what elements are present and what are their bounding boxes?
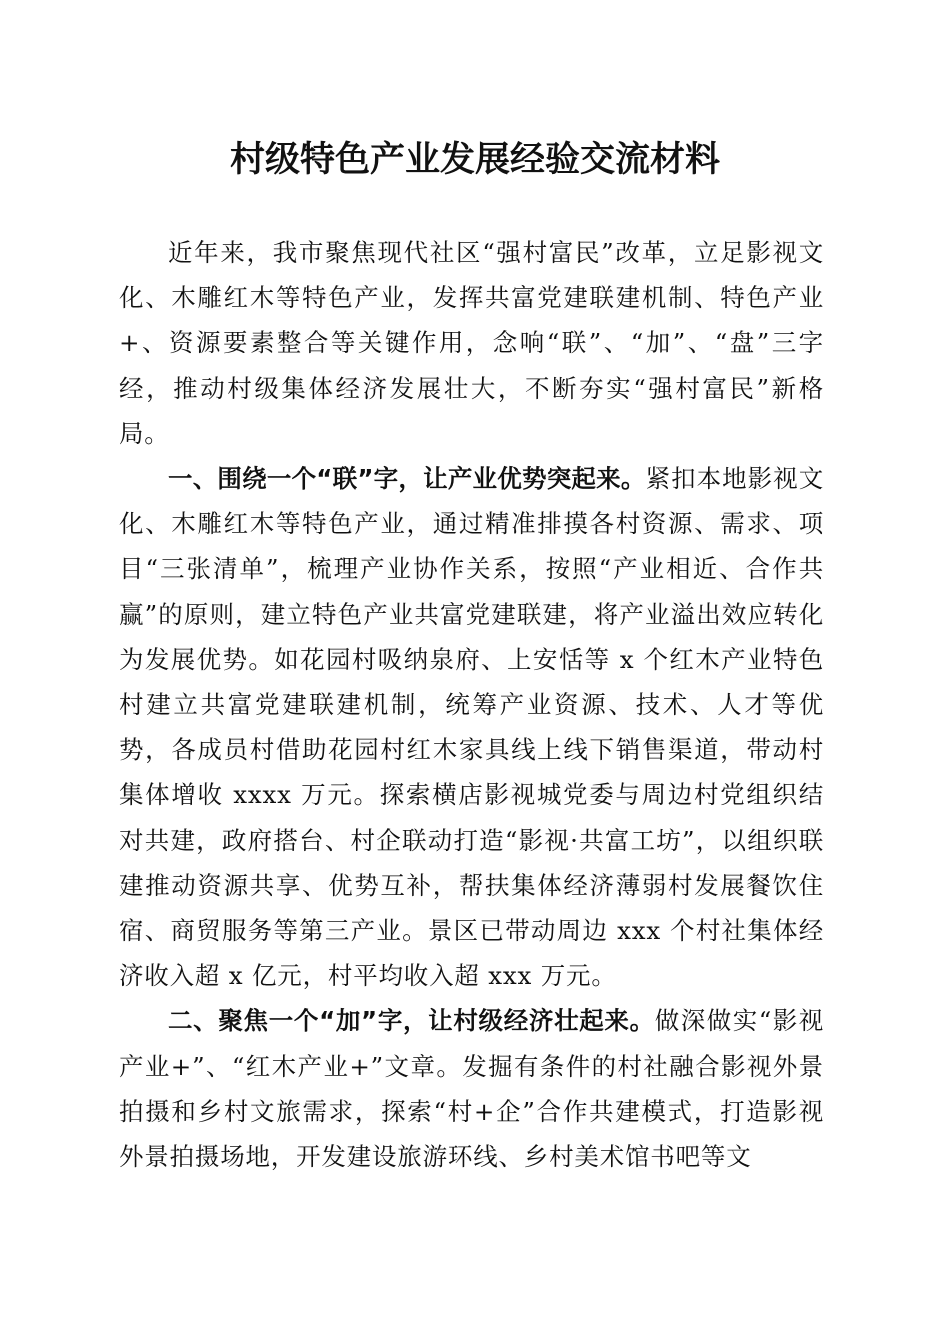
document-title: 村级特色产业发展经验交流材料 [229,140,720,180]
section-heading-1: 一、围绕一个“联”字，让产业优势突起来。 [168,464,646,494]
section-paragraph-1 [119,456,824,998]
section-text-2: 做深做实“影视产业+”、“红木产业+”文章。发掘有条件的村社融合影视外景拍摄和乡村文旅需求，探索“村+企”合作共建模式，打造影视外景拍摄场地，开发建设旅游环线、乡村美术馆书吧等文 [119,1006,824,1172]
intro-paragraph: 近年来，我市聚焦现代社区“强村富民”改革，立足影视文化、木雕红木等特色产业，发挥共富党建联建机制、特色产业+、资源要素整合等关键作用，念响“联”、“加”、“盘”三字经，推动村级集体经济发展壮大，不断夯实“强村富民”新格局。 [119,238,824,448]
section-paragraph-2 [119,998,824,1179]
section-text-1: 紧扣本地影视文化、木雕红木等特色产业，通过精准排摸各村资源、需求、项目“三张清单”，梳理产业协作关系，按照“产业相近、合作共赢”的原则，建立特色产业共富党建联建，将产业溢出效应转化为发展优势。如花园村吸纳泉府、上安恬等 x 个红木产业特色村建立共富党建联建机制，统筹产业资源、技术、人才等优势，各成员村借助花园村红木家具线上线下销售渠道，带动村集体增收 xxxx 万元。探索横店影视城党委与周边村党组织结对共建，政府搭台、村企联动打造“影视·共富工坊”，以组织联建推动资源共享、优势互补，帮扶集体经济薄弱村发展餐饮住宿、商贸服务等第三产业。景区已带动周边 xxx 个村社集体经济收入超 x 亿元，村平均收入超 xxx 万元。 [119,464,824,991]
section-heading-2: 二、聚焦一个“加”字，让村级经济壮起来。 [168,1006,655,1036]
document-body [119,230,824,1179]
